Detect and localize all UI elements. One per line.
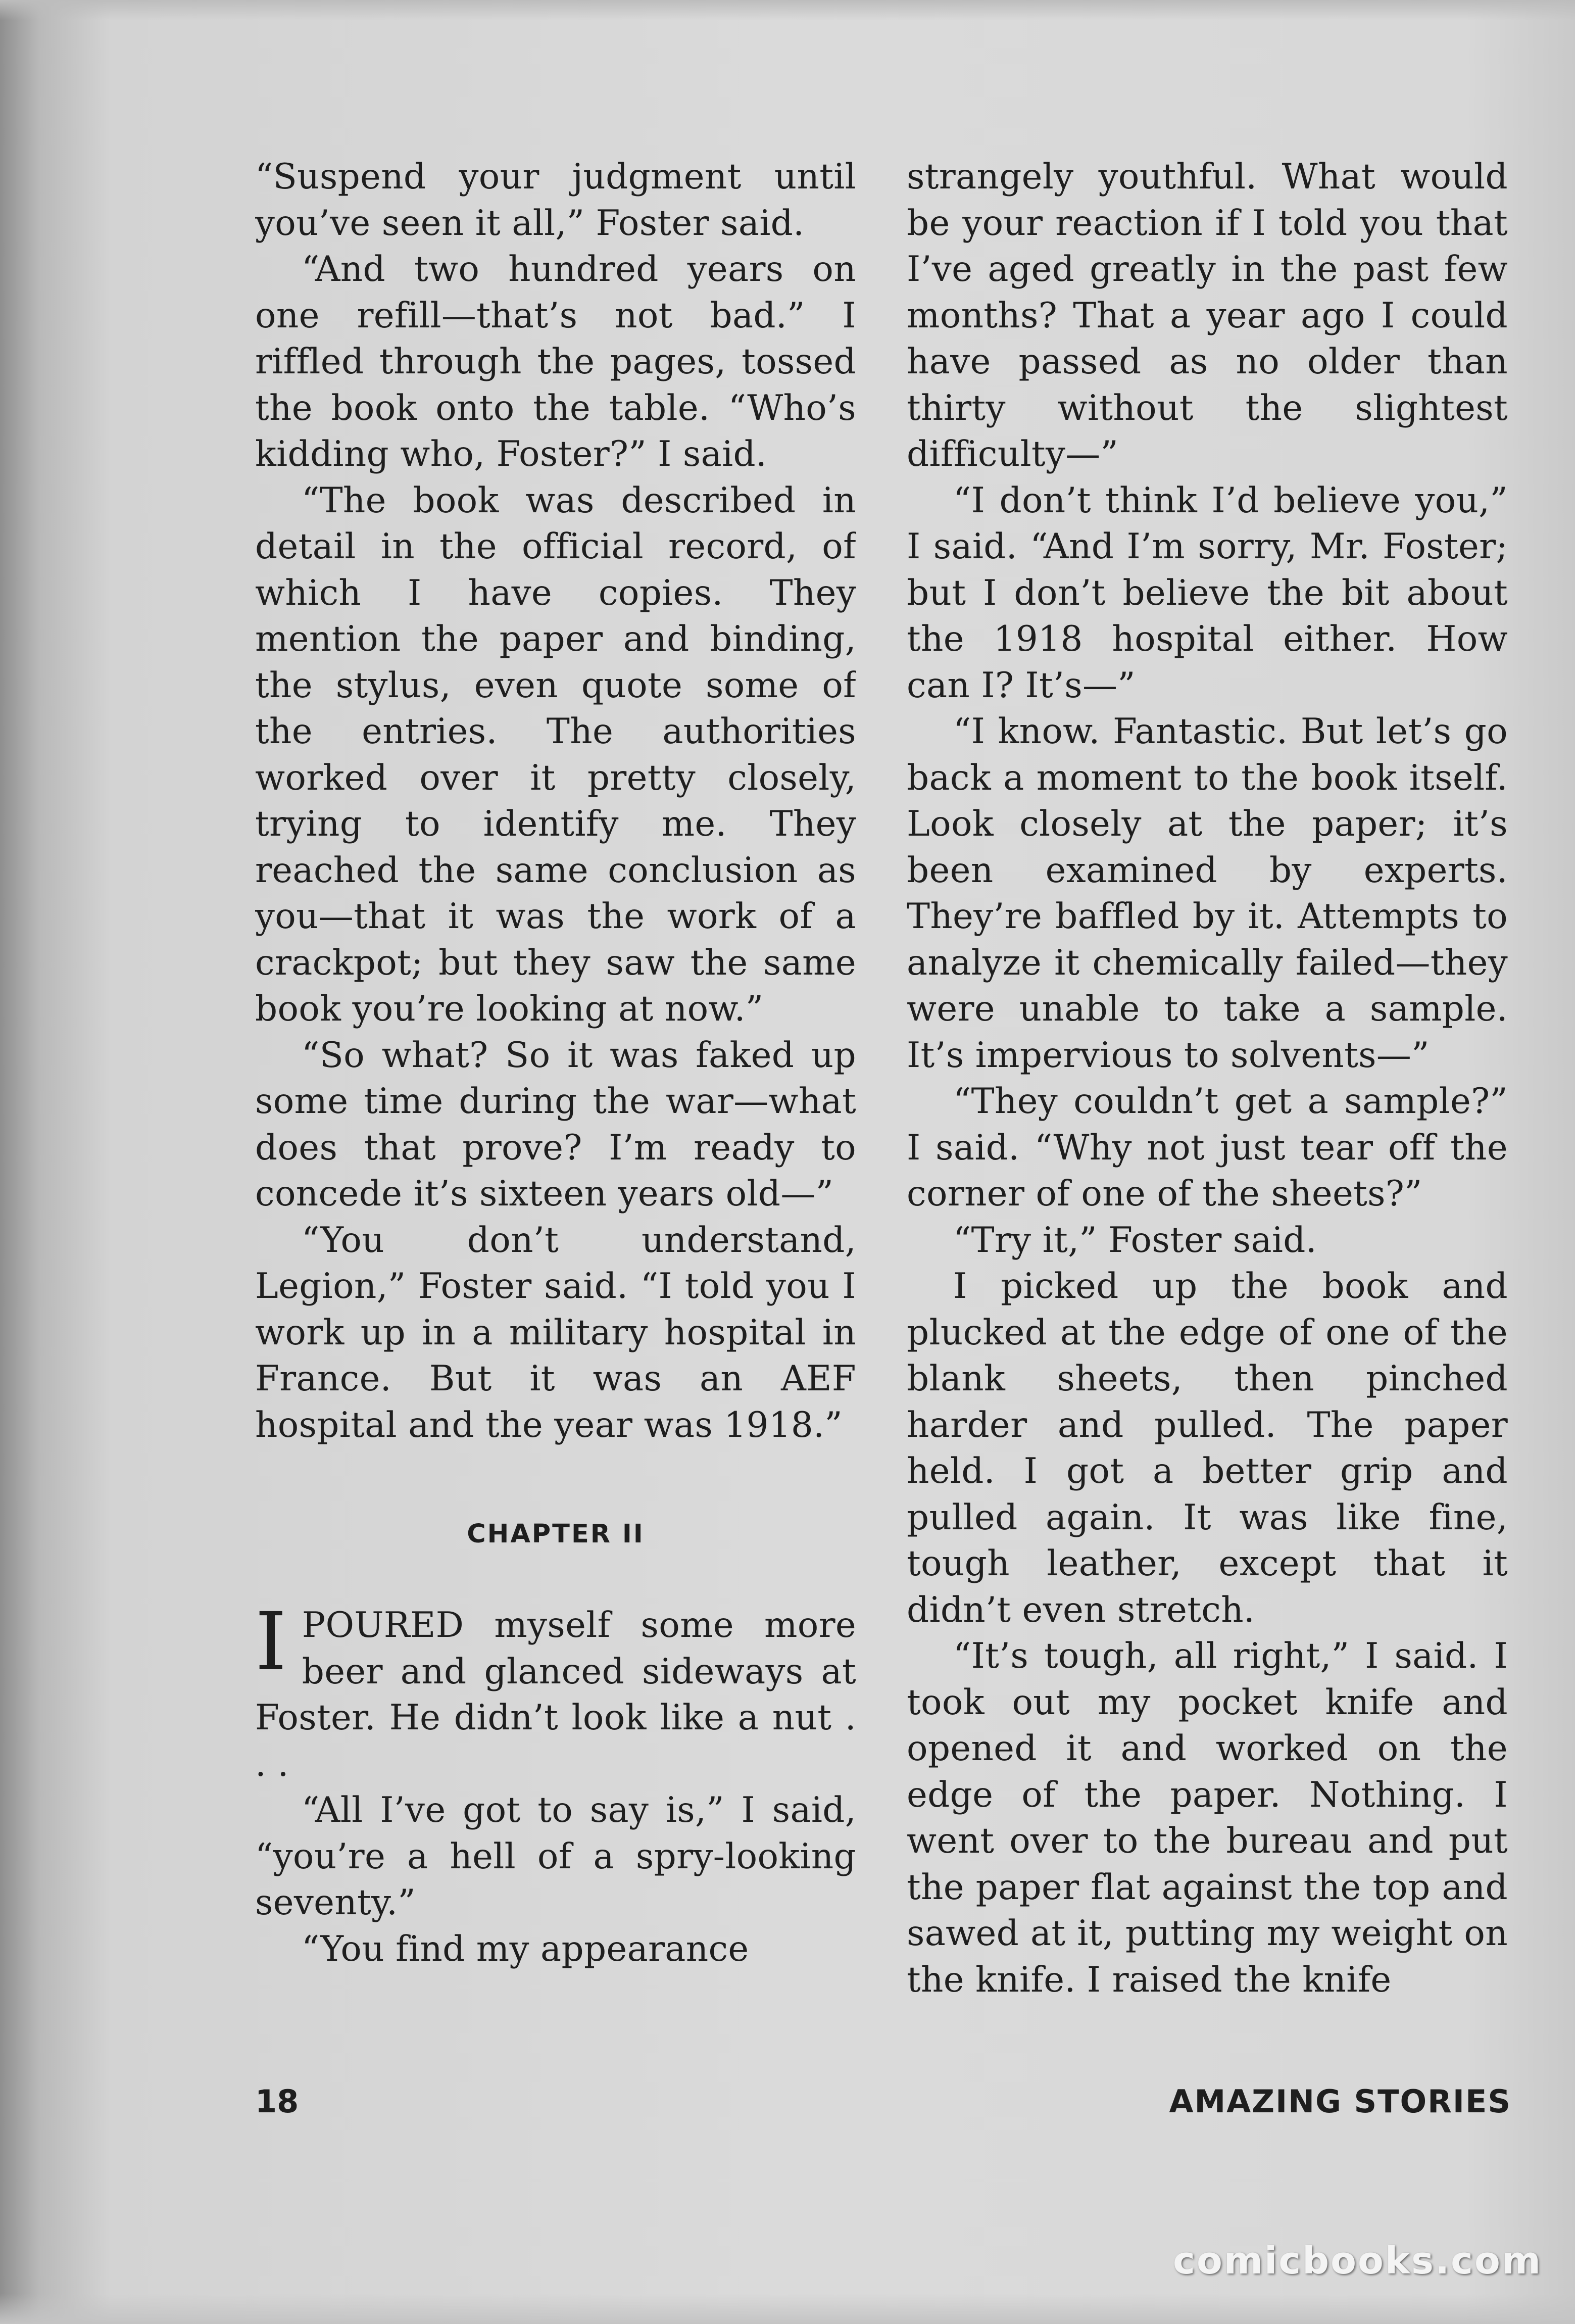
- magazine-title: AMAZING STORIES: [1169, 2083, 1511, 2120]
- chapter-opening-text: POURED myself some more beer and glanced sideways at Foster. He didn’t look like a nut . . .: [255, 1605, 856, 1784]
- chapter-opening-paragraph: [255, 1595, 856, 1787]
- paragraph: “And two hundred years on one refill—that’s not bad.” I riffled through the pages, tossed the book onto the table. “Who’s kidding who, Foster?” I said.: [255, 249, 856, 474]
- paragraph: “Try it,” Foster said.: [953, 1220, 1317, 1261]
- paragraph: strangely youthful. What would be your reaction if I told you that I’ve aged greatly in the past few months? That a year ago I could have passed as no older than thirty without the slightest difficulty—”: [907, 157, 1508, 474]
- watermark: comicbooks.com: [1173, 2239, 1542, 2283]
- paragraph: “I don’t think I’d believe you,” I said. “And I’m sorry, Mr. Foster; but I don’t believe the bit about the 1918 hospital either. How can I? It’s—”: [907, 480, 1508, 706]
- paragraph: “So what? So it was faked up some time during the war—what does that prove? I’m ready to concede it’s sixteen years old—”: [255, 1035, 856, 1214]
- paragraph: “All I’ve got to say is,” I said, “you’re a hell of a spry-looking seventy.”: [255, 1790, 856, 1923]
- drop-cap: I: [255, 1595, 287, 1688]
- paragraph: “You don’t understand, Legion,” Foster said. “I told you I work up in a military hospital in France. But it was an AEF hospital and the year was 1918.”: [255, 1220, 856, 1445]
- paragraph: I picked up the book and plucked at the edge of one of the blank sheets, then pinched harder and pulled. The paper held. I got a better grip and pulled again. It was like fine, tough leather, except that it didn’t even stretch.: [907, 1266, 1508, 1630]
- paragraph: “They couldn’t get a sample?” I said. “Why not just tear off the corner of one of the sheets?”: [907, 1081, 1508, 1214]
- paragraph: “I know. Fantastic. But let’s go back a moment to the book itself. Look closely at the paper; it’s been examined by experts. They’re baffled by it. Attempts to analyze it chemically failed—they were unable to take a sample. It’s impervious to solvents—”: [907, 711, 1508, 1076]
- right-column: [907, 154, 1508, 2061]
- page-shadow-bottom: [0, 2294, 1575, 2324]
- page-number: 18: [255, 2083, 299, 2120]
- page-shadow-top: [0, 0, 1575, 20]
- left-column: [255, 154, 856, 2061]
- paragraph: “Suspend your judgment until you’ve seen it all,” Foster said.: [255, 157, 856, 244]
- paragraph: “You find my appearance: [302, 1928, 749, 1969]
- chapter-heading: CHAPTER II: [467, 1519, 645, 1549]
- paragraph: “The book was described in detail in the official record, of which I have copies. They mention the paper and binding, the stylus, even quote some of the entries. The authorities worked over it pretty closely, trying to identify me. They reached the same conclusion as you—that it was the work of a crackpot; but they saw the same book you’re looking at now.”: [255, 480, 856, 1029]
- paragraph: “It’s tough, all right,” I said. I took out my pocket knife and opened it and worked on the edge of the paper. Nothing. I went over to the bureau and put the paper flat against the top and sawed at it, putting my weight on the knife. I raised the knife: [907, 1636, 1508, 2000]
